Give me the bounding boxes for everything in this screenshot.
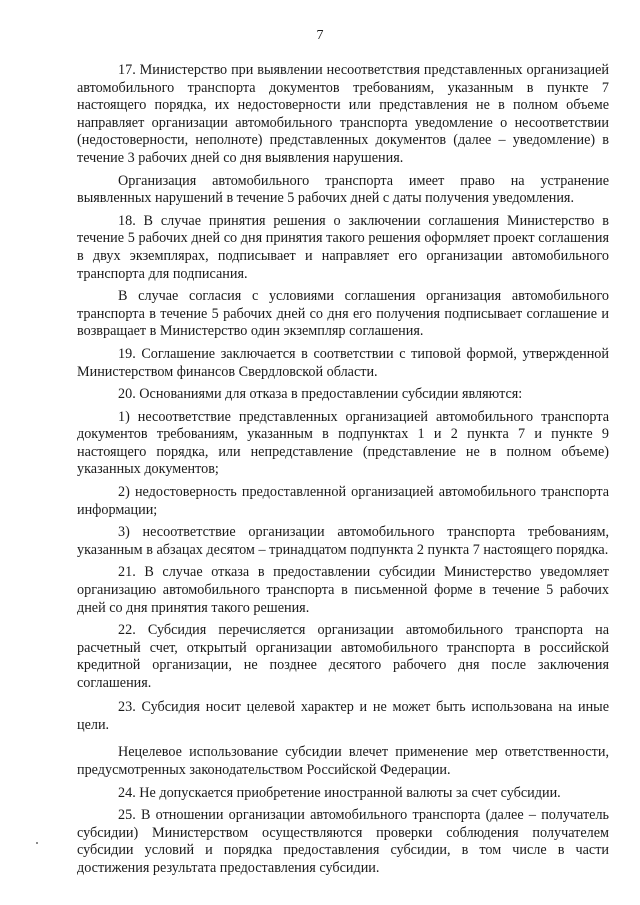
paragraph-19: 19. Соглашение заключается в соответствии с типовой формой, утвержденной Министерством финансов Свердловской области.	[77, 345, 609, 380]
paragraph-20-item-1: 1) несоответствие представленных организацией автомобильного транспорта документов требованиям, указанным в подпунктах 1 и 2 пункта 7 и пункте 9 настоящего порядка, или непредставление (представление не в полном объеме) указанных документов;	[77, 408, 609, 478]
scan-artifact-dot	[36, 842, 38, 844]
paragraph-17: 17. Министерство при выявлении несоответствия представленных организацией автомобильного транспорта документов требованиям, указанным в пункте 7 настоящего порядка, их недостоверности или представления не в полном объеме направляет организации автомобильного транспорта уведомление о несоответствии (недостоверности, неполноте) представленных документов (далее – уведомление) в течение 3 рабочих дней со дня выявления нарушения.	[77, 62, 609, 166]
paragraph-18: 18. В случае принятия решения о заключении соглашения Министерство в течение 5 рабочих дней со дня принятия такого решения оформляет проект соглашения в двух экземплярах, подписывает и направляет его организации автомобильного транспорта для подписания.	[77, 212, 609, 282]
paragraph-23-misuse: Нецелевое использование субсидии влечет применение мер ответственности, предусмотренных законодательством Российской Федерации.	[77, 744, 609, 778]
paragraph-22: 22. Субсидия перечисляется организации автомобильного транспорта на расчетный счет, открытый организации автомобильного транспорта в российской кредитной организации, не позднее десятого рабочего дня после заключения соглашения.	[77, 622, 609, 691]
paragraph-20: 20. Основаниями для отказа в предоставлении субсидии являются:	[118, 386, 523, 403]
page-number: 7	[316, 28, 324, 43]
paragraph-17-remedy: Организация автомобильного транспорта имеет право на устранение выявленных нарушений в течение 5 рабочих дней с даты получения уведомления.	[77, 172, 609, 207]
paragraph-18-consent: В случае согласия с условиями соглашения организация автомобильного транспорта в течение 5 рабочих дней со дня его получения подписывает соглашение и возвращает в Министерство один экземпляр соглашения.	[77, 288, 609, 340]
document-body	[77, 62, 609, 878]
paragraph-20-item-2: 2) недостоверность предоставленной организацией автомобильного транспорта информации;	[77, 484, 609, 518]
paragraph-21: 21. В случае отказа в предоставлении субсидии Министерство уведомляет организацию автомобильного транспорта в письменной форме в течение 5 рабочих дней со дня принятия такого решения.	[77, 564, 609, 616]
paragraph-24: 24. Не допускается приобретение иностранной валюты за счет субсидии.	[118, 784, 561, 801]
paragraph-23: 23. Субсидия носит целевой характер и не может быть использована на иные цели.	[77, 698, 609, 733]
paragraph-20-item-3: 3) несоответствие организации автомобильного транспорта требованиям, указанным в абзацах десятом – тринадцатом подпункта 2 пункта 7 настоящего порядка.	[77, 524, 609, 558]
paragraph-25: 25. В отношении организации автомобильного транспорта (далее – получатель субсидии) Министерством осуществляются проверки соблюдения получателем субсидии условий и порядка предоставления субсидии, в том числе в части достижения результата предоставления субсидии.	[77, 807, 609, 876]
